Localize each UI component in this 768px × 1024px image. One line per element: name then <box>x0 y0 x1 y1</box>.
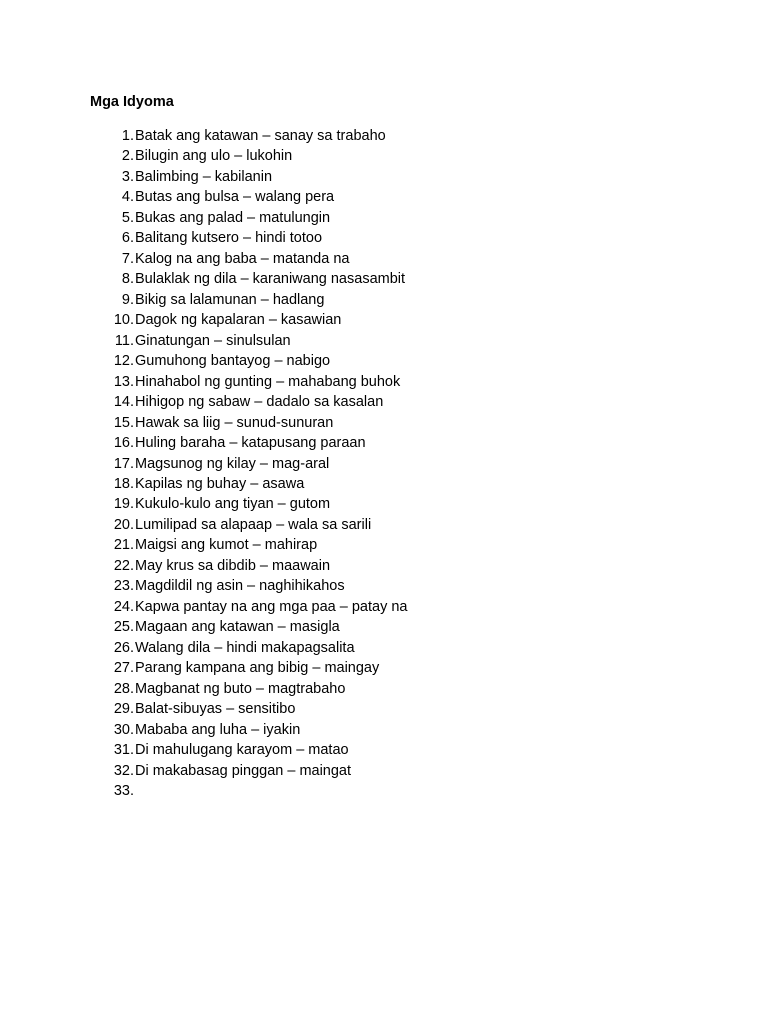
list-item-number: 21. <box>113 537 134 554</box>
list-item-number: 6. <box>121 230 134 247</box>
list-item-text: Balitang kutsero – hindi totoo <box>135 230 323 247</box>
list-item <box>90 433 407 453</box>
list-item-number: 24. <box>113 598 134 615</box>
list-item-text: Walang dila – hindi makapagsalita <box>135 639 355 656</box>
list-item-number: 11. <box>114 332 134 349</box>
list-item-number: 16. <box>113 435 134 452</box>
list-item-text <box>134 781 135 801</box>
list-item-number: 9. <box>121 291 134 308</box>
list-item-text: Hinahabol ng gunting – mahabang buhok <box>135 373 401 390</box>
list-item-number: 10. <box>113 312 134 329</box>
list-item <box>90 454 407 474</box>
list-item-text: Parang kampana ang bibig – maingay <box>135 660 380 677</box>
list-item-text: Bikig sa lalamunan – hadlang <box>135 291 325 308</box>
list-item-text: Lumilipad sa alapaap – wala sa sarili <box>135 516 372 533</box>
list-item <box>90 576 407 596</box>
list-item-text: Bilugin ang ulo – lukohin <box>135 148 293 165</box>
list-item-number: 17. <box>113 455 134 472</box>
list-item <box>90 331 407 351</box>
list-item-text: Hihigop ng sabaw – dadalo sa kasalan <box>135 394 384 411</box>
list-item <box>90 761 407 781</box>
list-item-number: 23. <box>113 578 134 595</box>
list-item-text: Kapwa pantay na ang mga paa – patay na <box>135 598 408 615</box>
list-item-number: 22. <box>113 557 134 574</box>
list-item <box>90 658 407 678</box>
list-item-number: 26. <box>113 639 134 656</box>
list-item-text: Ginatungan – sinulsulan <box>135 332 291 349</box>
list-item-number: 31. <box>113 742 134 759</box>
list-item-number: 20. <box>113 516 134 533</box>
list-item-number: 18. <box>113 475 134 492</box>
list-item-number: 15. <box>113 414 134 431</box>
list-item-text: May krus sa dibdib – maawain <box>135 557 331 574</box>
list-item-text: Kalog na ang baba – matanda na <box>135 250 350 267</box>
list-item <box>90 372 407 392</box>
list-item-text: Magdildil ng asin – naghihikahos <box>135 578 345 595</box>
list-item <box>90 228 407 248</box>
list-item <box>90 474 407 494</box>
list-item-text: Butas ang bulsa – walang pera <box>135 189 335 206</box>
list-item-text: Magaan ang katawan – masigla <box>135 619 340 636</box>
list-item-text: Dagok ng kapalaran – kasawian <box>135 312 342 329</box>
list-item-number: 4. <box>121 189 134 206</box>
list-item <box>90 146 407 166</box>
list-item <box>90 392 407 412</box>
list-item-text: Balat-sibuyas – sensitibo <box>135 701 296 718</box>
list-item <box>90 535 407 555</box>
list-item <box>90 208 407 228</box>
list-item-text: Mababa ang luha – iyakin <box>135 721 301 738</box>
list-item-number: 19. <box>113 496 134 513</box>
list-item-text: Bukas ang palad – matulungin <box>135 209 331 226</box>
idiom-list <box>90 126 407 801</box>
list-item <box>90 781 407 801</box>
list-item <box>90 556 407 576</box>
list-item <box>90 310 407 330</box>
list-item <box>90 679 407 699</box>
list-item-text: Kukulo-kulo ang tiyan – gutom <box>135 496 331 513</box>
list-item <box>90 351 407 371</box>
list-item <box>90 515 407 535</box>
list-item <box>90 269 407 289</box>
list-item-number: 25. <box>113 619 134 636</box>
list-item-text: Magsunog ng kilay – mag-aral <box>135 455 330 472</box>
list-item-number: 12. <box>113 353 134 370</box>
list-item <box>90 249 407 269</box>
list-item <box>90 740 407 760</box>
document-title: Mga Idyoma <box>90 94 174 110</box>
list-item <box>90 413 407 433</box>
list-item-text: Di mahulugang karayom – matao <box>135 742 349 759</box>
list-item-text: Balimbing – kabilanin <box>135 168 273 185</box>
list-item <box>90 699 407 719</box>
list-item-text: Huling baraha – katapusang paraan <box>135 435 366 452</box>
list-item-text: Magbanat ng buto – magtrabaho <box>135 680 346 697</box>
list-item-number: 29. <box>113 701 134 718</box>
list-item-number: 13. <box>113 373 134 390</box>
list-item-number: 30. <box>113 721 134 738</box>
list-item-text: Gumuhong bantayog – nabigo <box>135 353 331 370</box>
list-item-text: Di makabasag pinggan – maingat <box>135 762 352 779</box>
list-item-text: Kapilas ng buhay – asawa <box>135 475 305 492</box>
list-item-number: 27. <box>113 660 134 677</box>
list-item <box>90 617 407 637</box>
list-item-text: Maigsi ang kumot – mahirap <box>135 537 318 554</box>
list-item-text: Hawak sa liig – sunud-sunuran <box>135 414 334 431</box>
list-item <box>90 126 407 146</box>
list-item <box>90 597 407 617</box>
list-item-number: 28. <box>113 680 134 697</box>
list-item <box>90 494 407 514</box>
list-item-text: Batak ang katawan – sanay sa trabaho <box>135 128 386 144</box>
list-item <box>90 720 407 740</box>
list-item-number: 1. <box>121 128 134 144</box>
list-item-number: 7. <box>121 250 134 267</box>
list-item-number: 14. <box>113 394 134 411</box>
list-item-text: Bulaklak ng dila – karaniwang nasasambit <box>135 271 406 288</box>
list-item-number: 2. <box>121 148 134 165</box>
list-item-number: 33. <box>113 783 134 799</box>
list-item-number: 8. <box>121 271 134 288</box>
list-item <box>90 187 407 207</box>
list-item-number: 5. <box>121 209 134 226</box>
list-item-number: 3. <box>121 168 134 185</box>
list-item <box>90 290 407 310</box>
list-item <box>90 638 407 658</box>
list-item-number: 32. <box>113 762 134 779</box>
list-item <box>90 167 407 187</box>
